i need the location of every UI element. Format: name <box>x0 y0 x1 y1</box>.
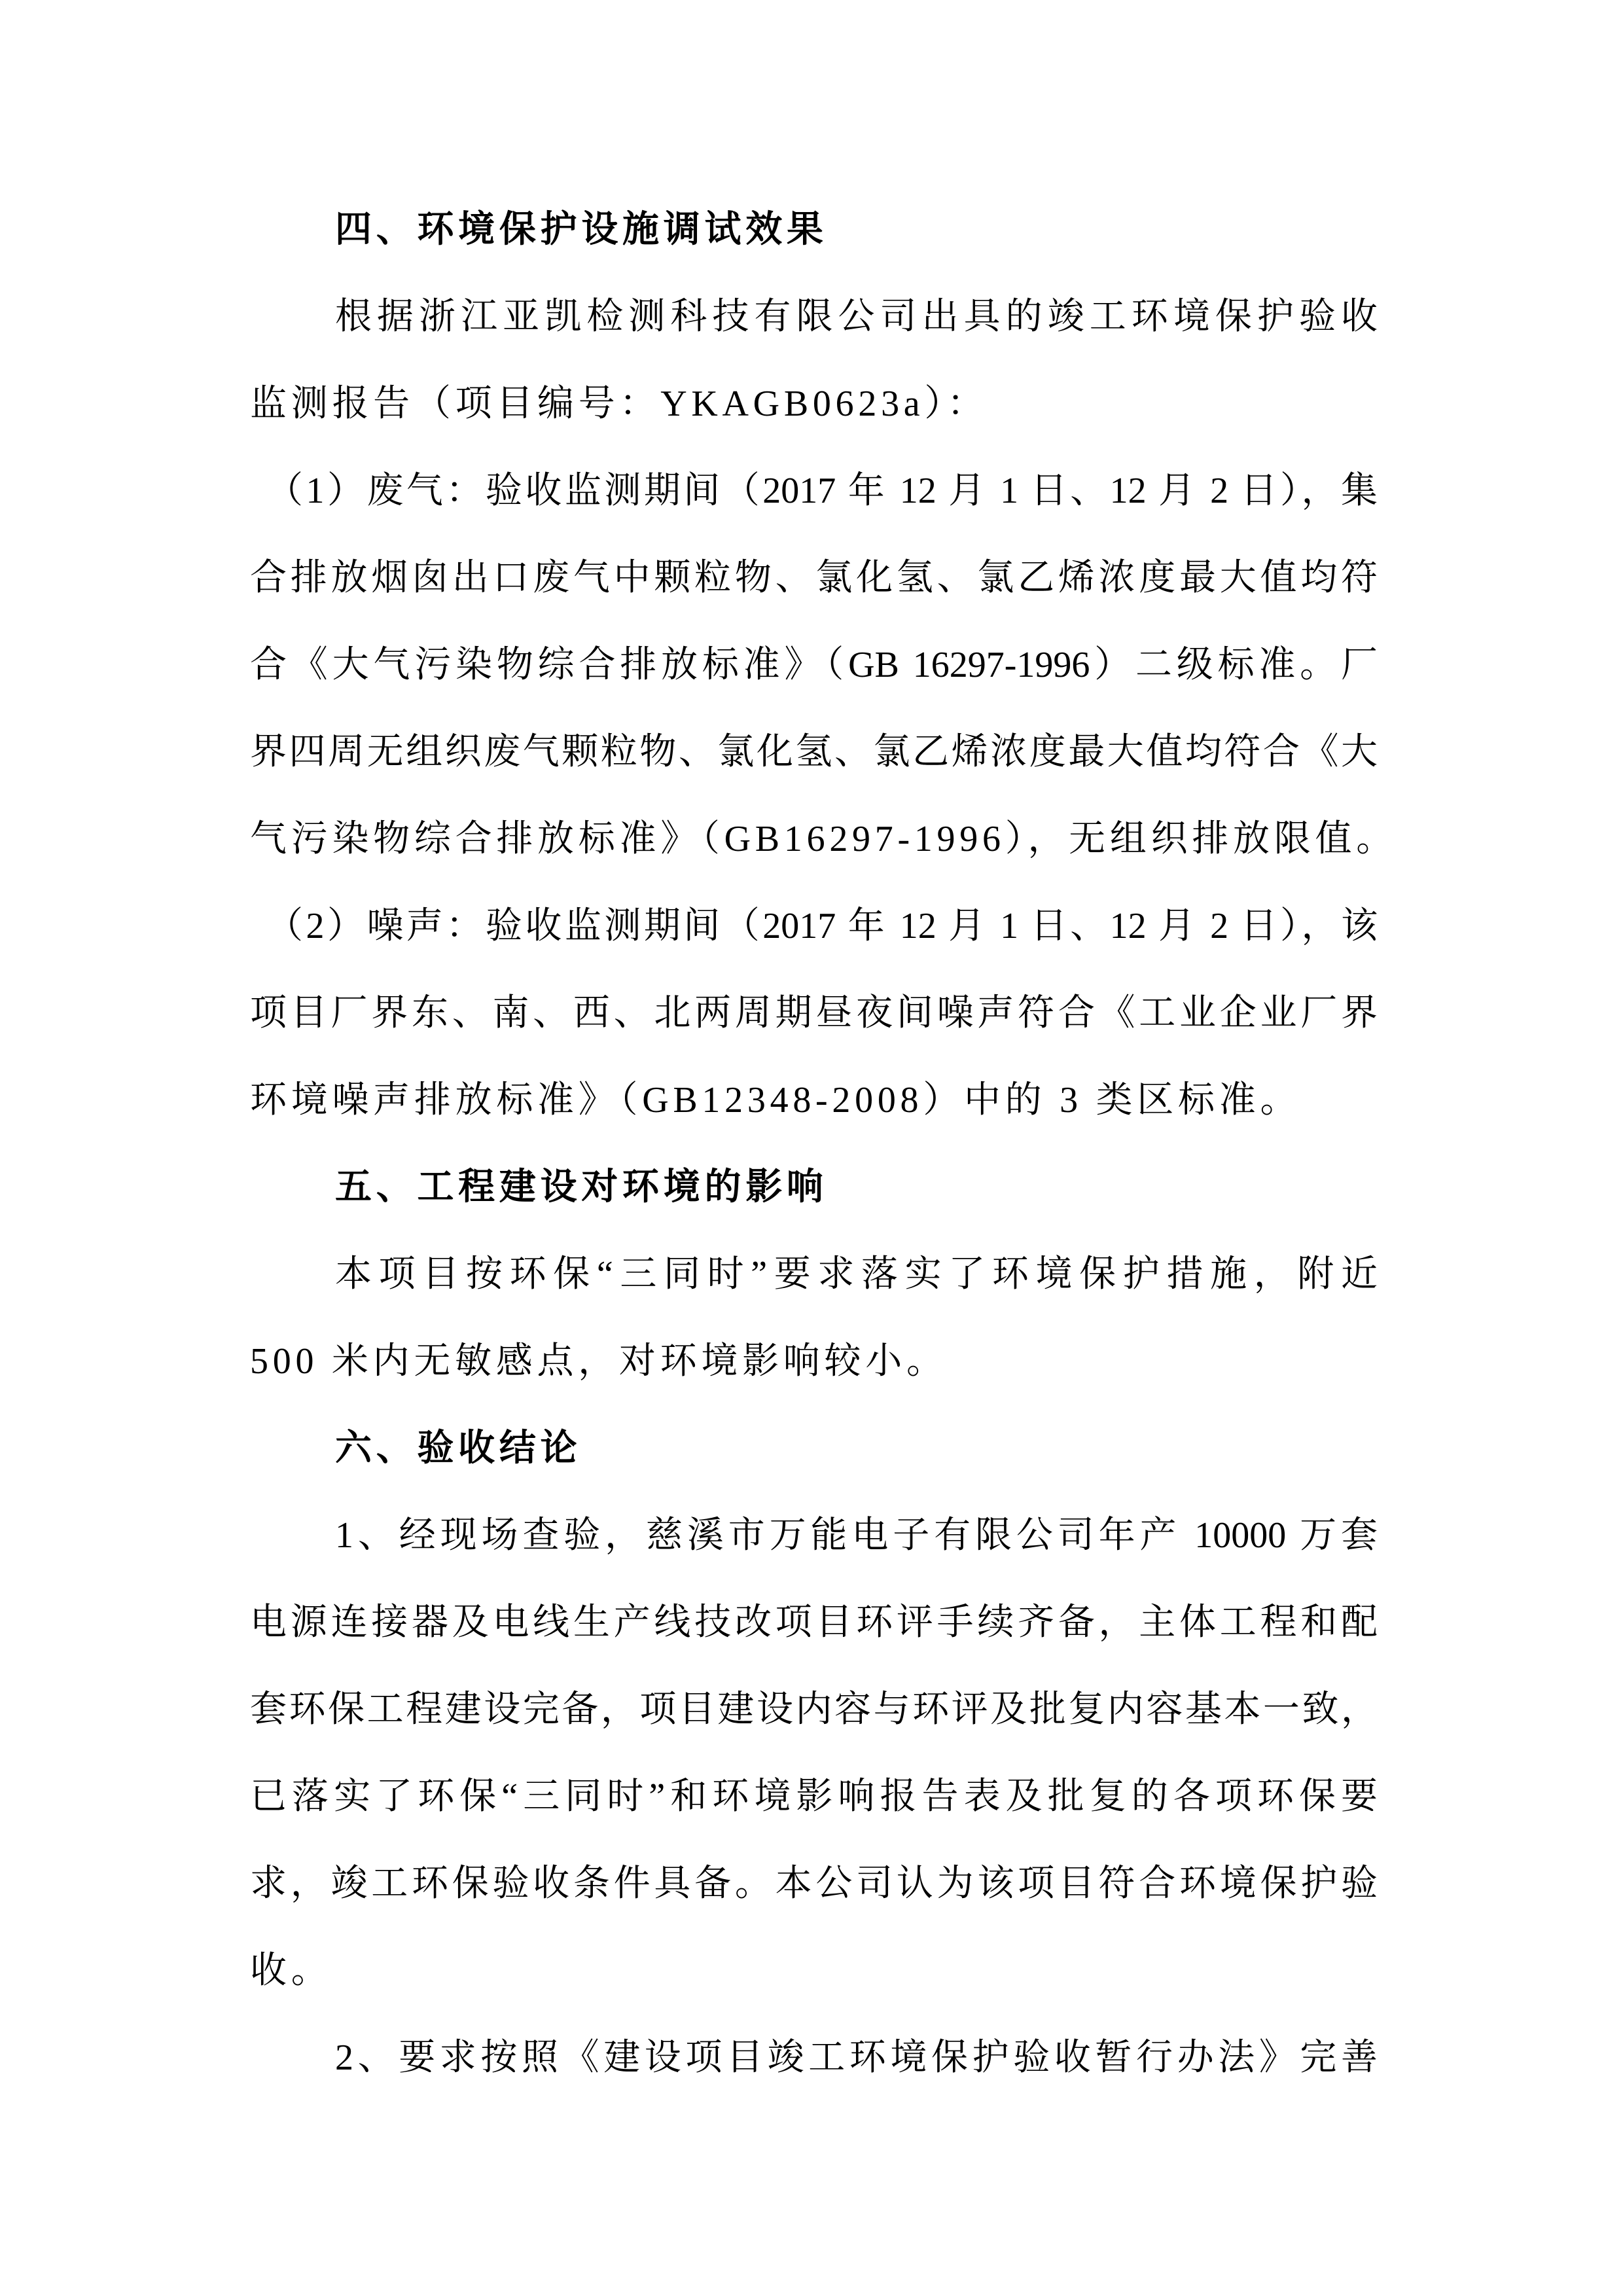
text-line: 1、经现场查验，慈溪市万能电子有限公司年产 10000 万套 <box>335 1515 1378 1556</box>
text-line: 项目厂界东、南、西、北两周期昼夜间噪声符合《工业企业厂界 <box>250 993 1378 1033</box>
text-line: 监测报告（项目编号：YKAGB0623a）： <box>250 384 988 424</box>
text-line: 500 米内无敏感点，对环境影响较小。 <box>250 1341 948 1382</box>
text-line: 已落实了环保“三同时”和环境影响报告表及批复的各项环保要 <box>250 1776 1378 1817</box>
section-heading: 六、验收结论 <box>335 1428 582 1469</box>
text-line: 套环保工程建设完备，项目建设内容与环评及批复内容基本一致， <box>250 1689 1378 1730</box>
text-line: （1）废气：验收监测期间（2017 年 12 月 1 日、12 月 2 日），集 <box>266 471 1378 511</box>
text-line: 界四周无组织废气颗粒物、氯化氢、氯乙烯浓度最大值均符合《大 <box>250 732 1378 772</box>
text-line: 收。 <box>250 1950 332 1991</box>
text-line: 合排放烟囱出口废气中颗粒物、氯化氢、氯乙烯浓度最大值均符 <box>250 558 1378 598</box>
text-line: 2、要求按照《建设项目竣工环境保护验收暂行办法》完善 <box>335 2037 1378 2078</box>
text-line: （2）噪声：验收监测期间（2017 年 12 月 1 日、12 月 2 日），该 <box>266 906 1378 946</box>
section-heading: 五、工程建设对环境的影响 <box>335 1167 828 1208</box>
text-line: 气污染物综合排放标准》（GB16297-1996），无组织排放限值。 <box>250 819 1397 859</box>
section-heading: 四、环境保护设施调试效果 <box>335 209 828 250</box>
text-line: 电源连接器及电线生产线技改项目环评手续齐备，主体工程和配 <box>250 1602 1378 1643</box>
document-content <box>250 187 1397 2102</box>
text-line: 根据浙江亚凯检测科技有限公司出具的竣工环境保护验收 <box>335 296 1378 337</box>
text-line: 环境噪声排放标准》（GB12348-2008）中的 3 类区标准。 <box>250 1080 1302 1121</box>
text-line: 合《大气污染物综合排放标准》（GB 16297-1996）二级标准。厂 <box>250 645 1378 685</box>
text-line: 本项目按环保“三同时”要求落实了环境保护措施，附近 <box>335 1254 1378 1295</box>
text-line: 求，竣工环保验收条件具备。本公司认为该项目符合环境保护验 <box>250 1863 1378 1904</box>
